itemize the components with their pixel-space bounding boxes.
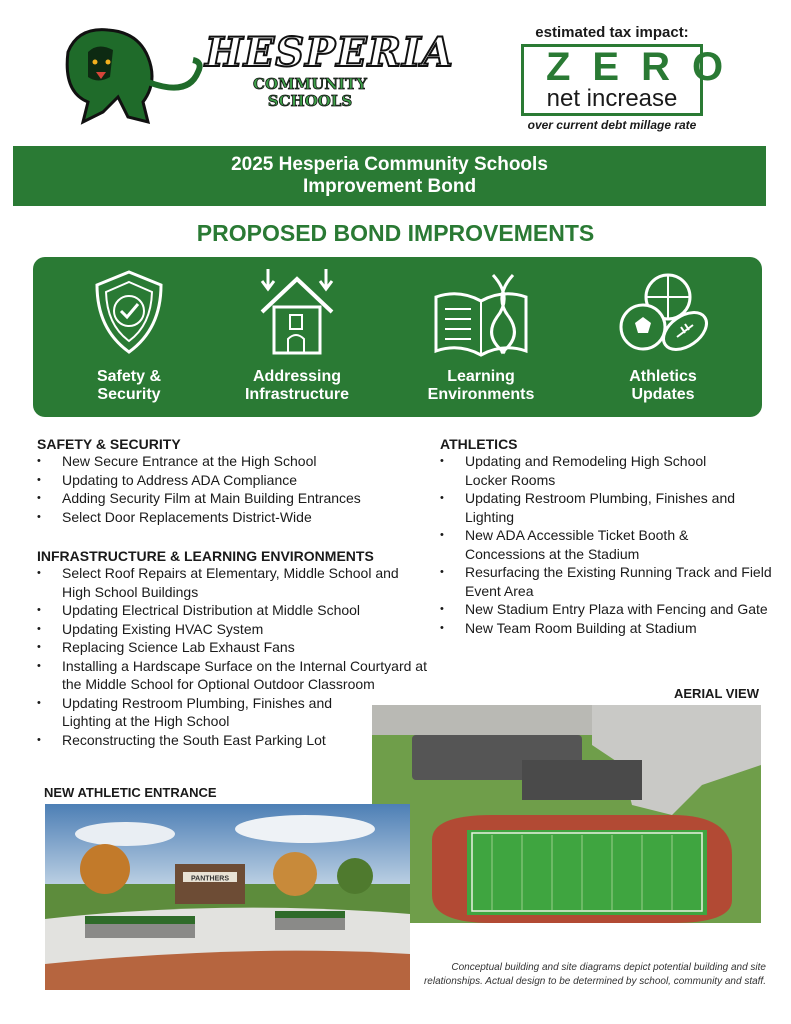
tax-impact-subtext: over current debt millage rate — [527, 118, 697, 132]
category-label: Learning — [447, 368, 515, 385]
list-item: • Select Roof Repairs at Elementary, Middle School and High School Buildings — [37, 564, 432, 601]
list-item: • Adding Security Film at Main Building Entrances — [37, 489, 432, 508]
athletic-entrance-label: NEW ATHLETIC ENTRANCE — [44, 785, 217, 800]
book-dna-icon — [431, 267, 531, 357]
logo-title: HESPERIA — [205, 29, 454, 76]
category-infrastructure — [207, 257, 387, 404]
category-band — [33, 257, 762, 417]
category-label: Safety & — [96, 368, 162, 385]
logo-subtitle-1: COMMUNITY — [253, 75, 367, 93]
list-item: • New Secure Entrance at the High School — [37, 452, 432, 471]
category-label: Infrastructure — [244, 386, 350, 403]
house-icon — [252, 267, 342, 357]
category-safety — [39, 257, 219, 404]
infrastructure-heading: INFRASTRUCTURE & LEARNING ENVIRONMENTS — [37, 548, 374, 564]
list-item: • Reconstructing the South East Parking Lot — [37, 731, 432, 750]
title-banner — [13, 146, 766, 206]
disclaimer-caption: Conceptual building and site diagrams depict potential building and site relationships. Actual design to be determined by school, community and staff. — [423, 962, 766, 987]
safety-heading: SAFETY & SECURITY — [37, 436, 181, 452]
panthers-sign: PANTHERS — [191, 875, 229, 883]
category-label: Security — [97, 386, 161, 403]
list-item: • New Stadium Entry Plaza with Fencing and Gate — [440, 600, 780, 619]
tax-zero: ZERO — [546, 45, 746, 89]
list-item: • Resurfacing the Existing Running Track and Field Event Area — [440, 563, 780, 600]
safety-section — [37, 436, 432, 526]
logo-subtitle-2: SCHOOLS — [267, 92, 353, 110]
list-item: • New ADA Accessible Ticket Booth & Concessions at the Stadium — [440, 526, 780, 563]
category-label: Athletics — [629, 368, 697, 385]
athletics-section — [440, 436, 780, 637]
athletic-entrance-image — [45, 804, 410, 990]
section-title: PROPOSED BOND IMPROVEMENTS — [196, 220, 595, 246]
list-item: • Replacing Science Lab Exhaust Fans — [37, 638, 432, 657]
category-label: Updates — [631, 386, 695, 403]
list-item: • Installing a Hardscape Surface on the Internal Courtyard at the Middle School for Optional Outdoor Classroom — [37, 657, 432, 694]
hesperia-wordmark — [205, 29, 454, 120]
aerial-view-image — [372, 705, 761, 923]
list-item: • Updating and Remodeling High School Locker Rooms — [440, 452, 780, 489]
athletics-heading: ATHLETICS — [440, 436, 518, 452]
list-item: • Updating Restroom Plumbing, Finishes and Lighting at the High School — [37, 694, 347, 731]
list-item: • Updating Existing HVAC System — [37, 620, 432, 639]
panther-mascot-logo — [48, 22, 208, 127]
sports-balls-icon — [613, 267, 713, 357]
list-item: • Updating to Address ADA Compliance — [37, 471, 432, 490]
banner-line-1: 2025 Hesperia Community Schools — [231, 154, 548, 175]
category-label: Addressing — [252, 368, 341, 385]
tax-impact-box — [521, 44, 746, 116]
category-learning — [391, 257, 571, 404]
list-item: • Updating Restroom Plumbing, Finishes and Lighting — [440, 489, 780, 526]
list-item: • Updating Electrical Distribution at Middle School — [37, 601, 432, 620]
tax-impact-label: estimated tax impact: — [535, 24, 689, 41]
banner-line-2: Improvement Bond — [302, 176, 477, 197]
list-item: • Select Door Replacements District-Wide — [37, 508, 432, 527]
list-item: • New Team Room Building at Stadium — [440, 619, 780, 638]
tax-net-increase: net increase — [546, 85, 678, 112]
category-athletics — [573, 257, 753, 404]
shield-check-icon — [89, 267, 169, 357]
aerial-view-label: AERIAL VIEW — [674, 686, 759, 701]
category-label: Environments — [427, 386, 535, 403]
